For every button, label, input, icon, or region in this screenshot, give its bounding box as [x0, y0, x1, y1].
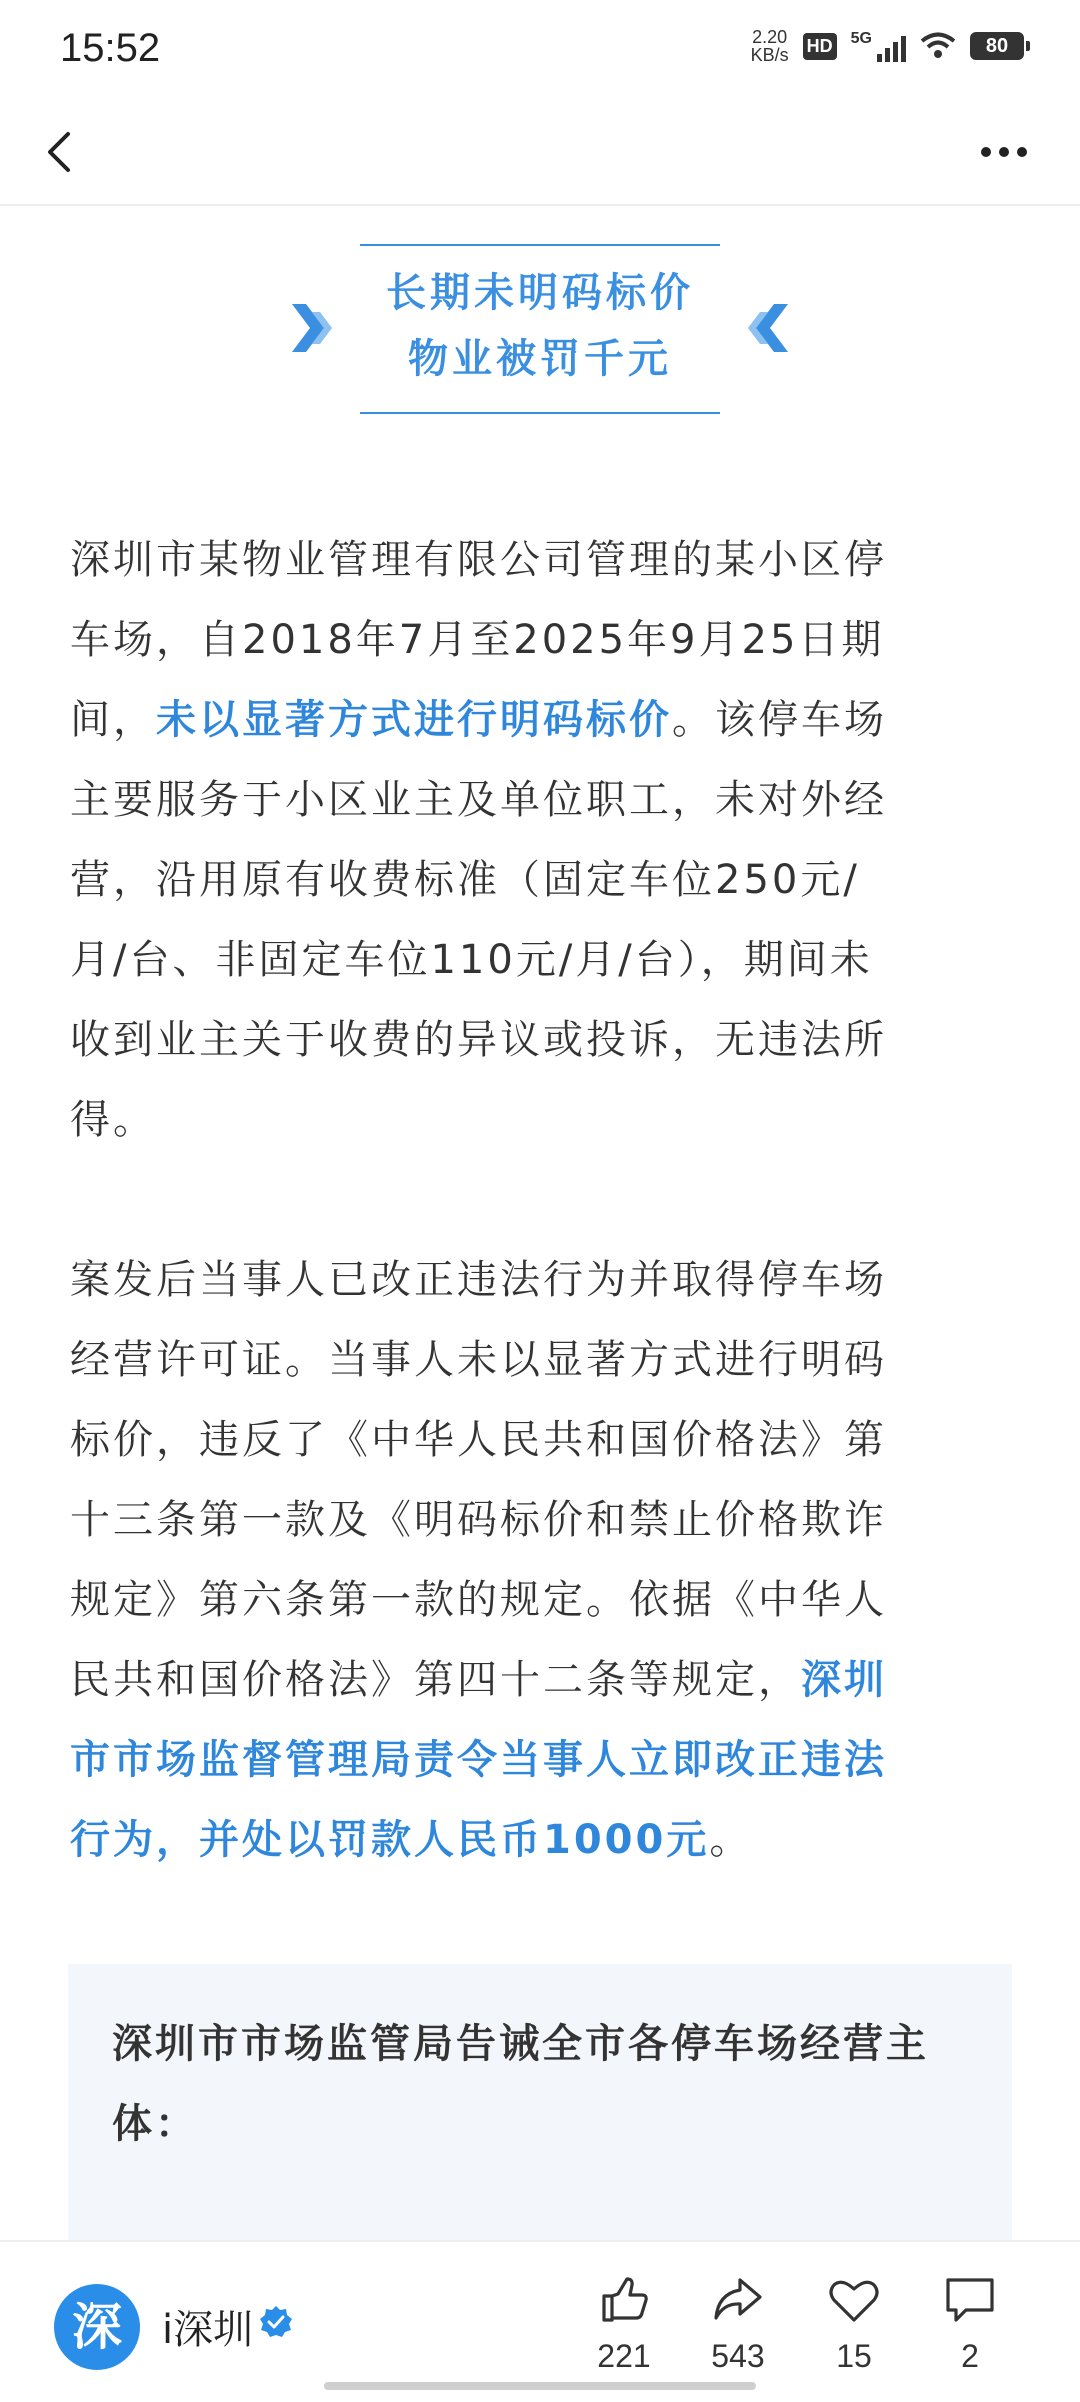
signal-icon: 5G — [851, 30, 906, 62]
text-line: 标价，违反了《中华人民共和国价格法》第 — [70, 1417, 887, 1463]
favorite-count: 15 — [836, 2338, 872, 2374]
article-title — [360, 244, 720, 414]
highlight-text: 市市场监督管理局责令当事人立即改正违法 — [70, 1737, 887, 1783]
highlight-text: 深圳 — [801, 1657, 887, 1703]
text-line: 间，未以显著方式进行明码标价。该停车场 — [70, 697, 887, 743]
double-chevron-right-icon — [288, 298, 340, 358]
like-count: 221 — [597, 2338, 651, 2374]
text-line: 车场，自2018年7月至2025年9月25日期 — [70, 617, 885, 663]
text-line: 案发后当事人已改正违法行为并取得停车场 — [70, 1257, 887, 1303]
text-line: 月/台、非固定车位110元/月/台），期间未 — [70, 937, 873, 983]
text-line: 经营许可证。当事人未以显著方式进行明码 — [70, 1337, 887, 1383]
battery-icon: 80 — [970, 32, 1024, 60]
paragraph-1 — [70, 520, 1012, 1160]
bottom-bar — [0, 2240, 1080, 2402]
hd-icon: HD — [803, 33, 837, 60]
status-bar — [0, 0, 1080, 100]
paragraph-2 — [70, 1240, 1012, 1880]
chevron-left-icon — [30, 120, 94, 184]
account-avatar[interactable]: 深 — [54, 2284, 140, 2370]
notice-box — [68, 1964, 1012, 2264]
notice-title: 深圳市市场监管局告诫全市各停车场经营主体： — [112, 2021, 929, 2147]
verified-badge-icon — [258, 2304, 294, 2340]
favorite-button[interactable] — [804, 2272, 904, 2375]
more-button[interactable] — [964, 120, 1044, 184]
text-line: 十三条第一款及《明码标价和禁止价格欺诈 — [70, 1497, 887, 1543]
comment-icon — [942, 2272, 998, 2328]
highlight-text: 未以显著方式进行明码标价 — [156, 697, 672, 743]
back-button[interactable] — [30, 120, 94, 184]
title-line-1: 长期未明码标价 — [386, 270, 694, 316]
status-time: 15:52 — [60, 26, 161, 70]
heart-icon — [826, 2272, 882, 2328]
text-line: 行为，并处以罚款人民币1000元。 — [70, 1817, 753, 1863]
text-line: 民共和国价格法》第四十二条等规定，深圳 — [70, 1657, 887, 1703]
text-line: 深圳市某物业管理有限公司管理的某小区停 — [70, 537, 887, 583]
text-line: 营，沿用原有收费标准（固定车位250元/ — [70, 857, 860, 903]
wifi-icon — [920, 32, 956, 60]
top-nav — [0, 100, 1080, 206]
share-button[interactable] — [688, 2272, 788, 2375]
text-line: 收到业主关于收费的异议或投诉，无违法所 — [70, 1017, 887, 1063]
double-chevron-left-icon — [740, 298, 792, 358]
title-line-2: 物业被罚千元 — [408, 336, 672, 382]
like-button[interactable] — [574, 2272, 674, 2375]
home-indicator[interactable] — [324, 2382, 756, 2390]
status-icons — [751, 28, 1024, 64]
share-count: 543 — [711, 2338, 765, 2374]
text-line: 得。 — [70, 1097, 156, 1143]
network-speed: 2.20 KB/s — [750, 27, 789, 65]
text-line: 主要服务于小区业主及单位职工，未对外经 — [70, 777, 887, 823]
comment-count: 2 — [961, 2338, 979, 2374]
text-line: 规定》第六条第一款的规定。依据《中华人 — [70, 1577, 887, 1623]
comment-button[interactable] — [920, 2272, 1020, 2375]
thumbs-up-icon — [596, 2272, 652, 2328]
share-icon — [710, 2272, 766, 2328]
highlight-text: 行为，并处以罚款人民币1000元 — [70, 1817, 710, 1863]
account-name[interactable]: i深圳 — [162, 2307, 254, 2353]
more-dots-icon — [981, 147, 991, 157]
